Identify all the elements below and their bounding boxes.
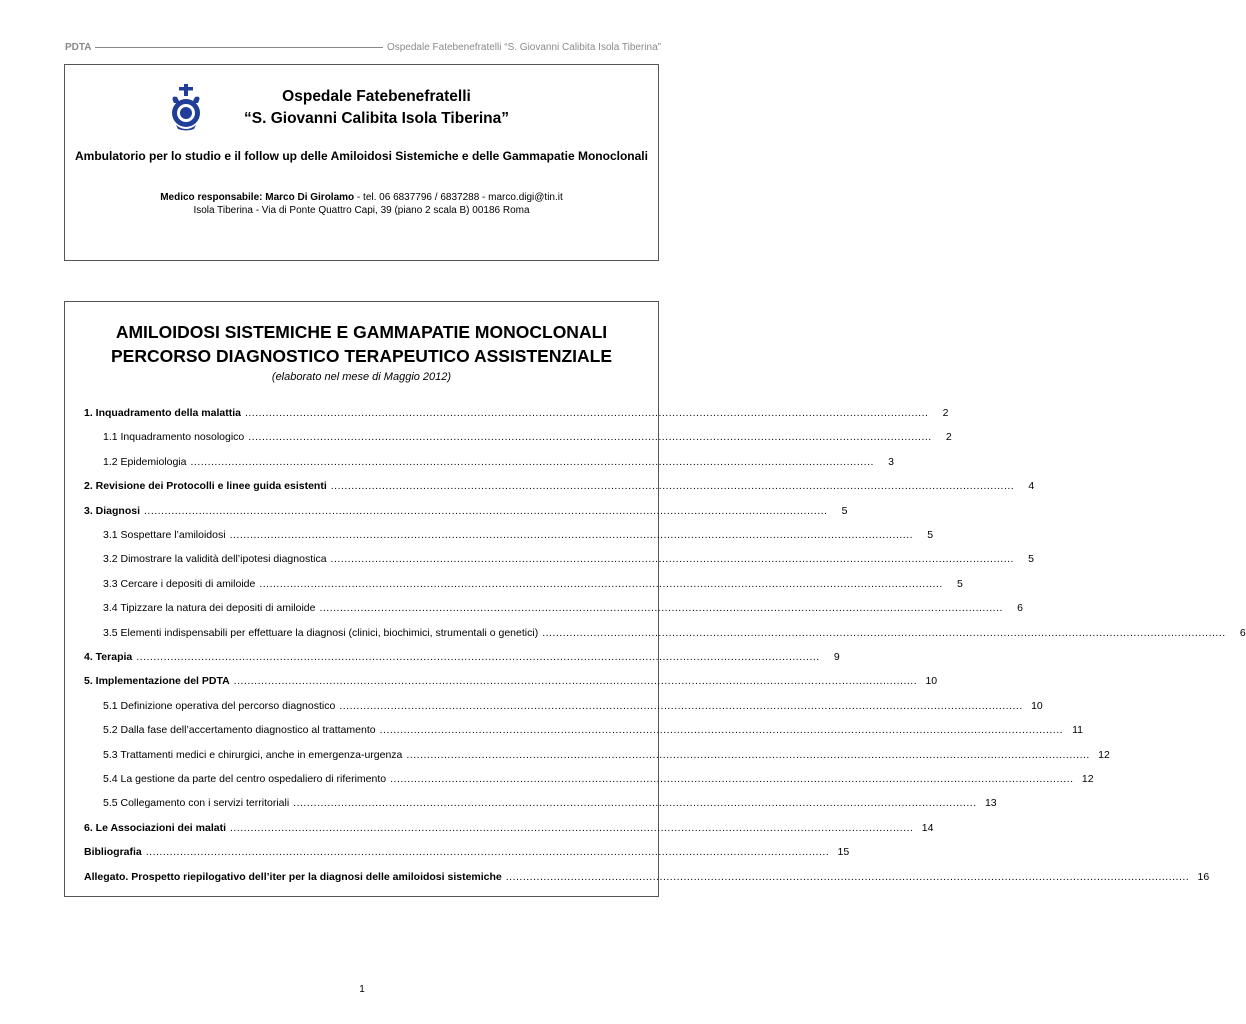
toc-entry[interactable] [103, 626, 1246, 643]
toc-entry-label: 3.2 Dimostrare la validità dell’ipotesi diagnostica [103, 553, 327, 566]
toc-entry[interactable] [103, 577, 963, 594]
toc-entry-label: 5. Implementazione del PDTA [84, 675, 230, 688]
toc-leader-dots: ........................................................................................................................................................................................................ [230, 821, 914, 834]
toc-leader-dots: ........................................................................................................................................................................................................ [293, 797, 977, 810]
toc-entry-label: 2. Revisione dei Protocolli e linee guida esistenti [84, 480, 327, 493]
toc-entry-label: 1. Inquadramento della malattia [84, 407, 241, 419]
toc-entry-page: 5 [927, 529, 934, 541]
toc-entry[interactable] [84, 651, 840, 667]
toc-entry[interactable] [84, 870, 1210, 887]
toc-entry[interactable] [84, 480, 1035, 496]
toc-entry-label: Allegato. Prospetto riepilogativo dell’iter per la diagnosi delle amiloidosi sistemiche [84, 870, 502, 883]
toc-entry-label: 3.4 Tipizzare la natura dei depositi di amiloide [103, 602, 316, 615]
toc-entry-label: 3.3 Cercare i depositi di amiloide [103, 577, 256, 590]
toc-entry-page: 11 [1072, 724, 1084, 737]
toc-entry-label: 4. Terapia [84, 651, 133, 663]
toc-entry[interactable] [103, 602, 1023, 618]
hospital-name: Ospedale Fatebenefratelli [282, 88, 471, 105]
toc-entry-page: 13 [984, 797, 997, 810]
toc-entry-label: 5.1 Definizione operativa del percorso diagnostico [103, 699, 336, 712]
toc-entry-page: 15 [837, 846, 850, 859]
document-title: AMILOIDOSI SISTEMICHE E GAMMAPATIE MONOCLONALI [115, 322, 608, 342]
toc-entry-page: 6 [1239, 626, 1246, 639]
toc-entry[interactable] [103, 529, 934, 545]
toc-entry-page: 14 [921, 821, 934, 834]
toc-entry-page: 10 [925, 675, 938, 688]
toc-entry[interactable] [103, 773, 1094, 789]
header-right: Ospedale Fatebenefratelli “S. Giovanni Calibita Isola Tiberina” [386, 42, 661, 53]
toc-entry[interactable] [84, 504, 848, 521]
toc-leader-dots: ........................................................................................................................................................................................................ [330, 480, 1015, 493]
toc-entry-label: 6. Le Associazioni dei malati [84, 821, 226, 834]
toc-entry[interactable] [103, 431, 952, 447]
toc-entry[interactable] [84, 846, 850, 862]
toc-entry-label: 1.1 Inquadramento nosologico [103, 431, 245, 444]
address-line: Isola Tiberina - Via di Ponte Quattro Capi, 39 (piano 2 scala B) 00186 Roma [193, 205, 530, 216]
toc-entry-page: 5 [841, 504, 848, 517]
toc-entry[interactable] [84, 407, 949, 423]
toc-leader-dots: ........................................................................................................................................................................................................ [229, 529, 914, 541]
document-subtitle: PERCORSO DIAGNOSTICO TERAPEUTICO ASSISTENZIALE [110, 346, 613, 366]
toc-entry[interactable] [103, 748, 1110, 765]
toc-entry-page: 6 [1017, 602, 1023, 615]
toc-entry[interactable] [84, 821, 934, 838]
toc-leader-dots: ........................................................................................................................................................................................................ [379, 724, 1064, 737]
toc-leader-dots: ........................................................................................................................................................................................................ [339, 699, 1023, 712]
toc-entry-label: 5.2 Dalla fase dell’accertamento diagnostico al trattamento [103, 724, 376, 737]
hospital-subname: “S. Giovanni Calibita Isola Tiberina” [244, 110, 509, 127]
toc-leader-dots: ........................................................................................................................................................................................................ [259, 577, 943, 590]
medico-line [65, 192, 658, 203]
toc-entry-page: 3 [888, 455, 894, 468]
ambulatorio-title: Ambulatorio per lo studio e il follow up delle Amiloidosi Sistemiche e delle Gammapatie Monoclonali [75, 149, 648, 163]
toc-entry-label: 1.2 Epidemiologia [103, 455, 187, 468]
toc-entry[interactable] [103, 455, 894, 472]
toc-leader-dots: ........................................................................................................................................................................................................ [144, 504, 828, 517]
toc-entry-page: 2 [942, 407, 949, 419]
toc-entry-label: 3.1 Sospettare l’amiloidosi [103, 529, 226, 541]
toc-entry-label: Bibliografia [84, 846, 142, 859]
toc-entry-label: 5.3 Trattamenti medici e chirurgici, anche in emergenza-urgenza [103, 748, 403, 761]
toc-box [64, 301, 1246, 897]
toc-leader-dots: ........................................................................................................................................................................................................ [136, 651, 820, 663]
toc-entry-page: 12 [1098, 748, 1110, 761]
toc-leader-dots: ........................................................................................................................................................................................................ [330, 553, 1014, 566]
toc-entry-page: 5 [1028, 553, 1034, 566]
hospital-info-box [64, 64, 659, 261]
toc-entry[interactable] [103, 724, 1084, 740]
header-rule [95, 47, 382, 48]
toc-entry-label: 3. Diagnosi [84, 504, 141, 517]
toc-entry-label: 3.5 Elementi indispensabili per effettuare la diagnosi (clinici, biochimici, strumentali o genetici) [103, 626, 539, 639]
toc-entry-label: 5.4 La gestione da parte del centro ospedaliero di riferimento [103, 773, 387, 785]
toc-leader-dots: ........................................................................................................................................................................................................ [390, 773, 1074, 785]
toc-leader-dots: ........................................................................................................................................................................................................ [542, 626, 1226, 639]
toc-entry-page: 10 [1031, 699, 1043, 712]
toc-leader-dots: ........................................................................................................................................................................................................ [505, 870, 1190, 883]
running-header [65, 42, 661, 53]
toc-entry-page: 9 [833, 651, 840, 663]
toc-leader-dots: ........................................................................................................................................................................................................ [244, 407, 929, 419]
toc-entry-page: 4 [1028, 480, 1035, 493]
medico-contacts: - tel. 06 6837796 / 6837288 - marco.digi@tin.it [354, 192, 563, 203]
toc-leader-dots: ........................................................................................................................................................................................................ [145, 846, 830, 859]
toc-entry[interactable] [103, 699, 1043, 716]
toc-entry-page: 5 [956, 577, 963, 590]
toc-leader-dots: ........................................................................................................................................................................................................ [248, 431, 932, 444]
toc-leader-dots: ........................................................................................................................................................................................................ [233, 675, 918, 688]
toc-leader-dots: ........................................................................................................................................................................................................ [319, 602, 1003, 615]
toc-entry-label: 5.5 Collegamento con i servizi territoriali [103, 797, 290, 810]
toc-entry-page: 2 [945, 431, 952, 444]
medico-label: Medico responsabile: Marco Di Girolamo [160, 192, 355, 203]
toc-leader-dots: ........................................................................................................................................................................................................ [406, 748, 1090, 761]
document-date-note: (elaborato nel mese di Maggio 2012) [271, 371, 452, 383]
toc-entry-page: 16 [1197, 870, 1210, 883]
toc-entry[interactable] [84, 675, 938, 691]
toc-entry[interactable] [103, 797, 997, 813]
toc-entry-page: 12 [1081, 773, 1094, 785]
toc-leader-dots: ........................................................................................................................................................................................................ [190, 455, 874, 468]
toc-entry[interactable] [103, 553, 1034, 569]
header-left: PDTA [65, 42, 92, 53]
page-number: 1 [359, 984, 365, 995]
